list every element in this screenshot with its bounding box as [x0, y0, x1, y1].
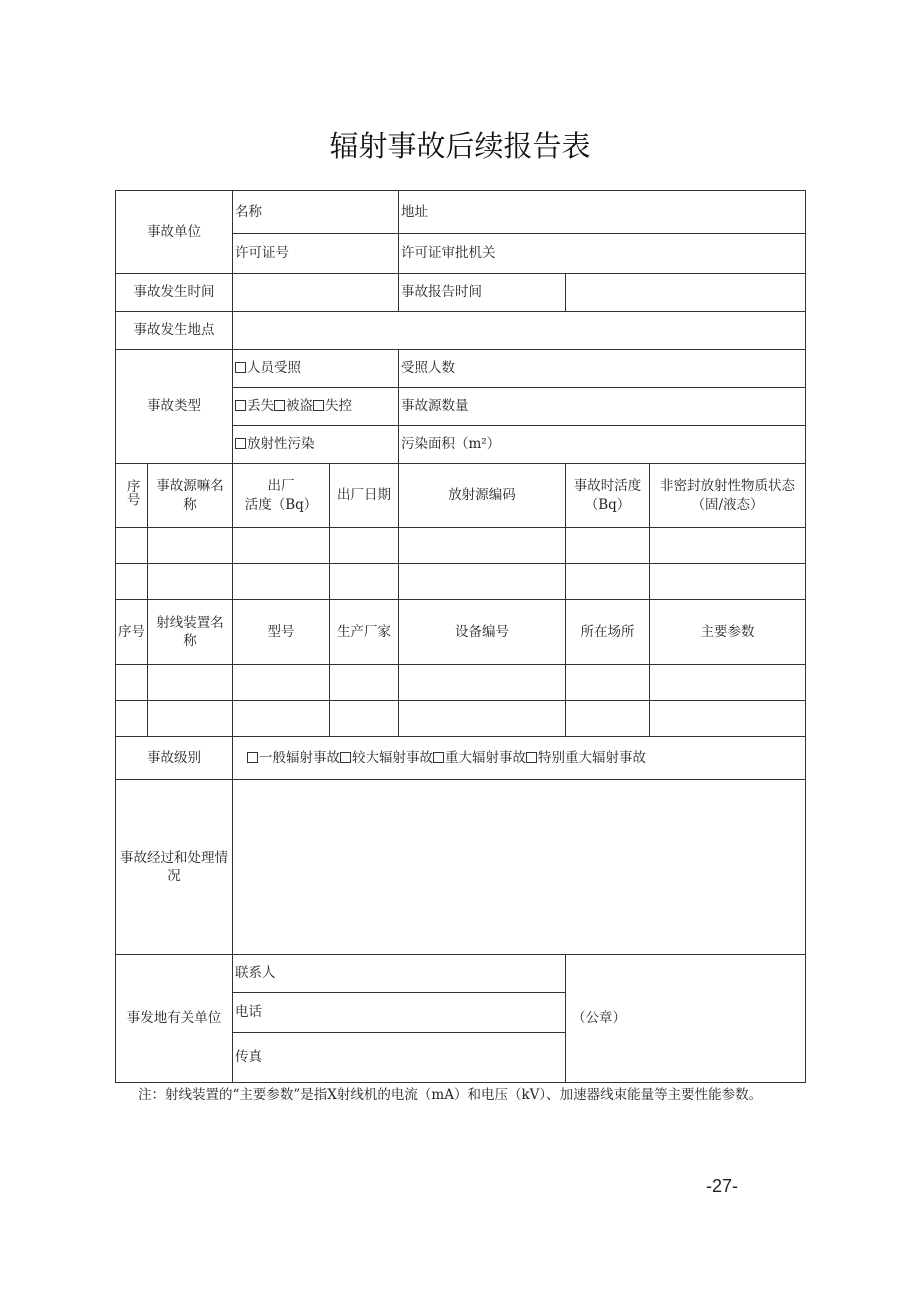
unit-name-label: 名称 [235, 203, 262, 220]
manufacturer-header: 生产厂家 [330, 600, 399, 665]
model-header: 型号 [233, 600, 330, 665]
occur-time-field[interactable] [233, 274, 399, 312]
occur-time-label: 事故发生时间 [116, 274, 233, 312]
device-name-header: 射线装置名称 [148, 600, 233, 665]
location-header: 所在场所 [566, 600, 650, 665]
seal-label: （公章） [572, 1010, 626, 1027]
source-code-header: 放射源编码 [399, 464, 566, 528]
factory-activity-line1: 出厂 [267, 478, 295, 495]
type-contamination-option[interactable] [233, 426, 399, 464]
contamination-area-label: 污染面积（m²） [401, 436, 501, 453]
source-seq-header [116, 464, 148, 528]
contact-label: 联系人 [235, 965, 276, 982]
footnote: 注：射线装置的“主要参数”是指X射线机的电流（mA）和电压（kV）、加速器线束能量等主要性能参数。 [138, 1087, 763, 1103]
device-row[interactable] [116, 701, 806, 737]
checkbox-exposure[interactable] [235, 362, 246, 373]
contact-field[interactable] [233, 955, 566, 993]
local-unit-label: 事发地有关单位 [116, 955, 233, 1083]
checkbox-stolen[interactable] [274, 400, 285, 411]
source-count-label: 事故源数量 [401, 398, 469, 415]
exposure-text: 人员受照 [247, 360, 301, 377]
device-seq-header: 序号 [116, 600, 148, 665]
accident-activity-line1: 事故时活度 [573, 478, 642, 495]
checkbox-contamination[interactable] [235, 438, 246, 449]
device-code-header: 设备编号 [399, 600, 566, 665]
level-serious-text: 重大辐射事故 [445, 749, 526, 766]
factory-date-header: 出厂日期 [330, 464, 399, 528]
factory-activity-header [233, 464, 330, 528]
checkbox-level-general[interactable] [247, 752, 258, 763]
stolen-text: 被盗 [286, 398, 313, 415]
factory-activity-line2: 活度（Bq） [244, 496, 318, 513]
device-row[interactable] [116, 665, 806, 701]
report-form-table [115, 190, 806, 1083]
fax-field[interactable] [233, 1033, 566, 1083]
source-name-header: 事故源嘛名称 [148, 464, 233, 528]
material-state-header [650, 464, 806, 528]
seal-area [566, 955, 806, 1083]
checkbox-level-serious[interactable] [433, 752, 444, 763]
level-major-text: 较大辐射事故 [352, 749, 433, 766]
unit-name-field[interactable] [233, 191, 399, 234]
report-time-label-cell [399, 274, 566, 312]
license-number-label: 许可证号 [235, 245, 289, 262]
license-number-field[interactable] [233, 234, 399, 274]
source-seq-text: 序号 [123, 479, 140, 507]
unit-address-field[interactable] [399, 191, 806, 234]
phone-field[interactable] [233, 993, 566, 1033]
unit-address-label: 地址 [401, 203, 428, 220]
process-label: 事故经过和处理情况 [116, 780, 233, 955]
exposed-count-field[interactable] [399, 350, 806, 388]
contamination-area-field[interactable] [399, 426, 806, 464]
contamination-text: 放射性污染 [247, 436, 315, 453]
license-authority-field[interactable] [399, 234, 806, 274]
report-time-label: 事故报告时间 [401, 284, 482, 301]
accident-activity-line2: （Bq） [584, 496, 631, 513]
exposed-count-label: 受照人数 [401, 360, 455, 377]
type-lost-option[interactable] [233, 388, 399, 426]
phone-label: 电话 [235, 1004, 262, 1021]
source-row[interactable] [116, 564, 806, 600]
page-number: -27- [706, 1176, 739, 1196]
accident-activity-header [566, 464, 650, 528]
level-especially-serious-text: 特别重大辐射事故 [538, 749, 646, 766]
place-field[interactable] [233, 312, 806, 350]
process-field[interactable] [233, 780, 806, 955]
main-params-header: 主要参数 [650, 600, 806, 665]
checkbox-outofcontrol[interactable] [313, 400, 324, 411]
lost-text: 丢失 [247, 398, 274, 415]
outofcontrol-text: 失控 [325, 398, 352, 415]
source-count-field[interactable] [399, 388, 806, 426]
fax-label: 传真 [235, 1049, 262, 1066]
source-row[interactable] [116, 528, 806, 564]
type-label: 事故类型 [116, 350, 233, 464]
checkbox-level-major[interactable] [340, 752, 351, 763]
checkbox-level-especially-serious[interactable] [526, 752, 537, 763]
type-exposure-option[interactable] [233, 350, 399, 388]
level-options [233, 737, 806, 780]
license-authority-label: 许可证审批机关 [401, 245, 496, 262]
unit-label: 事故单位 [116, 191, 233, 274]
report-time-field[interactable] [566, 274, 806, 312]
material-state-line2: （固/液态） [691, 496, 764, 513]
place-label: 事故发生地点 [116, 312, 233, 350]
level-label: 事故级别 [116, 737, 233, 780]
page-title: 辐射事故后续报告表 [329, 129, 591, 163]
checkbox-lost[interactable] [235, 400, 246, 411]
material-state-line1: 非密封放射性物质状态 [660, 478, 796, 495]
level-general-text: 一般辐射事故 [259, 749, 340, 766]
